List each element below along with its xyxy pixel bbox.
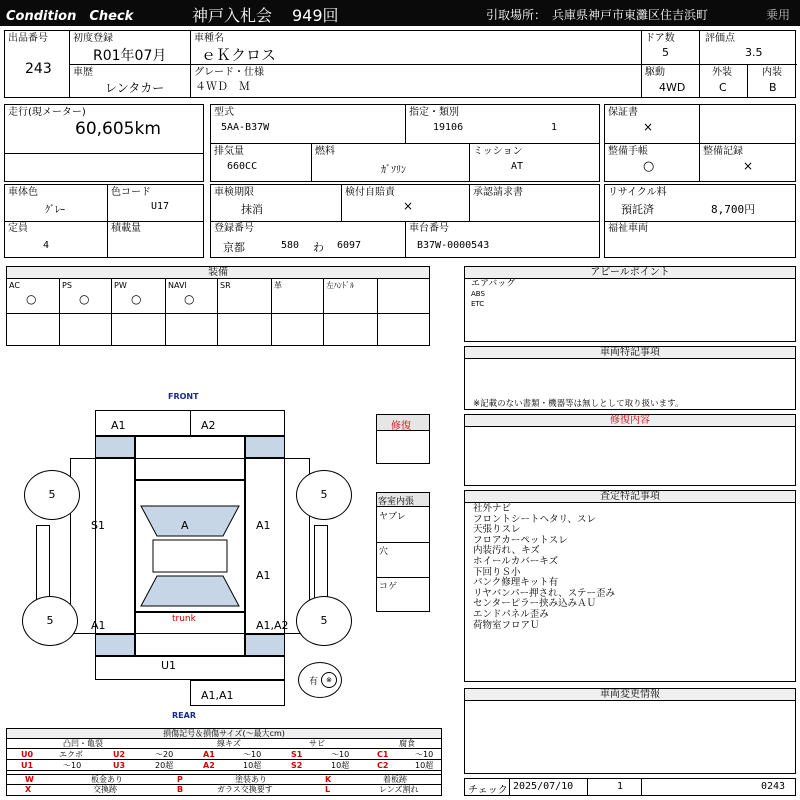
check-no: 0243 [761, 781, 786, 792]
inspection-block [210, 184, 600, 258]
legend-code: C2 [377, 761, 389, 770]
assessment-line: エンドパネル歪み [473, 608, 549, 620]
tire-rear-right-value: 5 [320, 614, 328, 627]
model-label: 型式 [214, 107, 234, 118]
assessment-line: パンク修理キット有 [473, 577, 559, 589]
history: レンタカー [105, 81, 165, 95]
warranty-block [604, 104, 796, 182]
cabin-item: コゲ [379, 582, 398, 592]
reg-kana: わ [313, 241, 324, 254]
check-count: 1 [617, 781, 624, 792]
service-label: 整備記録 [703, 146, 743, 157]
special-note: ※記載のない書類・機器等は無しとして取り扱います。 [473, 399, 684, 409]
tire-front-left [24, 470, 80, 520]
equipment-table [6, 266, 430, 346]
legend-title: 損傷記号＆損傷サイズ(〜最大cm) [163, 729, 285, 738]
equip-sr-label: SR [220, 281, 231, 290]
legend-code: U3 [113, 761, 126, 770]
recycle-status: 預託済 [621, 203, 654, 216]
legend-desc: 20超 [155, 761, 174, 770]
legend-desc: 塗装あり [235, 775, 267, 784]
equip-ac-value: ○ [26, 292, 37, 306]
mark-right-front-door: A1 [256, 519, 271, 532]
fuel: ｶﾞｿﾘﾝ [381, 165, 406, 176]
score: 3.5 [745, 46, 763, 59]
first-reg-label: 初度登録 [73, 33, 113, 44]
assessment-line: 天張りスレ [473, 524, 521, 536]
cabin-item: 穴 [379, 547, 389, 557]
auction-name: 神戸入札会 [192, 6, 273, 25]
mark-left-front-door: S1 [91, 519, 105, 532]
assessment-line: リヤバンパー押され、ステー歪み [473, 587, 616, 599]
grade-label: グレード・仕様 [194, 67, 264, 78]
legend-col-line: 線キズ [217, 739, 241, 748]
special-title: 車両特記事項 [465, 347, 795, 359]
trunk-label: trunk [172, 614, 196, 624]
appeal-line: エアバッグ [471, 279, 516, 289]
designation: 19106 [433, 122, 464, 133]
spare-tire-icon: ⊗ [321, 672, 337, 688]
tire-front-right [296, 470, 352, 520]
lot-no-label: 出品番号 [8, 33, 48, 44]
inspection-label: 車検期限 [214, 187, 254, 198]
rear-windshield [141, 576, 239, 606]
assessment-line: 荷物室フロアＵ [473, 619, 540, 631]
roof-panel [153, 540, 227, 572]
mission-label: ミッション [473, 146, 523, 157]
model: 5AA-B37W [221, 122, 270, 133]
service: × [743, 159, 754, 173]
displacement: 660CC [227, 161, 258, 172]
auction-lot: 949回 [292, 6, 339, 25]
fuel-label: 燃料 [315, 146, 335, 157]
mark-rear-top: U1 [161, 659, 177, 672]
repair-content-title: 修復内容 [465, 415, 795, 427]
legend-desc: 〜10 [243, 750, 262, 759]
legend-code: S1 [291, 750, 303, 759]
mark-rear-bottom: A1,A1 [201, 689, 234, 702]
interior: B [769, 81, 777, 94]
legend-desc: 〜20 [155, 750, 174, 759]
designation-label: 指定・類別 [409, 107, 459, 118]
special-notes-panel [464, 346, 796, 410]
equip-ps-value: ○ [79, 292, 90, 306]
assessment-line: 社外ナビ [473, 503, 512, 514]
score-label: 評価点 [705, 33, 735, 44]
legend-code: S2 [291, 761, 303, 770]
recycle-fee: 8,700円 [711, 203, 756, 216]
legend-code: K [325, 775, 332, 784]
legend-desc: 板金あり [91, 775, 123, 784]
tire-front-right-value: 5 [320, 488, 328, 501]
mileage: 60,605km [75, 119, 161, 139]
equipment-title: 装備 [7, 267, 429, 279]
car-name: ｅＫクロス [201, 46, 277, 64]
change-info-panel [464, 688, 796, 774]
left-side-strip [36, 525, 50, 605]
cabin-title: 客室内張 [378, 497, 415, 507]
manual-label: 整備手帳 [608, 146, 648, 157]
mark-roof: A [181, 519, 189, 532]
legend-code: A2 [203, 761, 215, 770]
appeal-line: ETC [471, 300, 485, 308]
load-label: 積載量 [111, 223, 141, 234]
assessment-line: フロントシートヘタリ、スレ [473, 513, 597, 525]
front-label: FRONT [168, 392, 199, 401]
doors: 5 [662, 46, 669, 59]
reg-num: 6097 [337, 240, 362, 251]
warranty: × [643, 120, 654, 134]
legend-code: X [25, 785, 32, 794]
category-no: 1 [551, 122, 558, 133]
grade: ４ＷＤ Ｍ [195, 80, 250, 93]
recycle-block [604, 184, 796, 258]
car-diagram [0, 380, 440, 725]
change-info-title: 車両変更情報 [465, 689, 795, 701]
legend-desc: 10超 [243, 761, 262, 770]
chassis-label: 車台番号 [409, 223, 449, 234]
exterior: C [719, 81, 727, 94]
drive: 4WD [659, 81, 686, 94]
mark-front-left: A1 [111, 419, 126, 432]
legend-col-corr: 腐食 [399, 739, 415, 748]
legend-code: L [325, 785, 331, 794]
color-code: U17 [151, 201, 170, 212]
check-footer [464, 778, 796, 796]
legend-col-rust: サビ [309, 739, 325, 748]
right-side-strip [314, 525, 328, 605]
repair-mark-box [376, 414, 430, 464]
reg-class: 580 [281, 240, 300, 251]
pickup-location: 兵庫県神戸市東灘区住吉浜町 [552, 8, 709, 22]
capacity-label: 定員 [8, 223, 28, 234]
color: ｸﾞﾚｰ [45, 205, 65, 216]
front-windshield [141, 506, 239, 536]
equip-pw-value: ○ [131, 292, 142, 306]
equip-ps-label: PS [62, 281, 72, 290]
manual: ○ [643, 159, 655, 174]
legend-desc: 着板跡 [383, 775, 407, 784]
legend-code: U2 [113, 750, 126, 759]
lot-no: 243 [25, 61, 52, 77]
vehicle-info-block [4, 30, 796, 98]
cabin-lining-box [376, 492, 430, 612]
spare-tire [298, 662, 342, 698]
exterior-label: 外装 [712, 67, 732, 78]
legend-code: U1 [21, 761, 34, 770]
tire-front-left-value: 5 [48, 488, 56, 501]
equip-ac-label: AC [9, 281, 20, 290]
color-code-label: 色コード [111, 187, 151, 198]
windshield-svg [135, 500, 245, 610]
cabin-item: ヤブレ [379, 512, 406, 522]
assessment-panel [464, 490, 796, 682]
drive-label: 駆動 [645, 67, 665, 78]
mark-right-rear: A1,A2 [256, 619, 289, 632]
legend-desc: レンズ割れ [379, 785, 419, 794]
tire-rear-right [296, 596, 352, 646]
equip-lhd-label: 左ﾊﾝﾄﾞﾙ [326, 281, 354, 290]
model-block [210, 104, 600, 182]
color-label: 車体色 [8, 187, 38, 198]
mileage-block [4, 104, 204, 182]
equip-leather-label: 革 [274, 281, 282, 290]
legend-desc: ガラス交換要す [217, 785, 273, 794]
equip-navi-value: ○ [184, 292, 195, 306]
equip-pw-label: PW [114, 281, 127, 290]
chassis: B37W-0000543 [417, 240, 490, 251]
insurance: × [403, 199, 414, 213]
legend-desc: 10超 [331, 761, 350, 770]
check-date: 2025/07/10 [513, 781, 574, 792]
rear-label: REAR [172, 711, 196, 720]
interior-label: 内装 [762, 67, 782, 78]
history-label: 車歴 [73, 67, 93, 78]
mark-right-rear-door: A1 [256, 569, 271, 582]
recycle-label: リサイクル料 [608, 187, 667, 198]
car-name-label: 車種名 [194, 33, 224, 44]
tire-rear-left [22, 596, 78, 646]
header-bar [0, 0, 800, 26]
repair-mark-title: 修復 [391, 421, 411, 432]
pickup-label: 引取場所： [486, 8, 547, 22]
legend-code: B [177, 785, 184, 794]
warranty-label: 保証書 [608, 107, 638, 118]
welfare-label: 福祉車両 [608, 223, 648, 234]
mark-front-right: A2 [201, 419, 216, 432]
spare-tire-value: 有 [309, 677, 319, 687]
vehicle-category: 乗用 [766, 8, 791, 22]
damage-legend [6, 728, 442, 796]
brand-title: Condition Check [6, 9, 134, 24]
legend-desc: 10超 [415, 761, 434, 770]
color-block [4, 184, 204, 258]
legend-desc: 〜10 [63, 761, 82, 770]
displacement-label: 排気量 [214, 146, 244, 157]
mileage-label: 走行(現メーター) [8, 107, 86, 118]
mark-left-rear: A1 [91, 619, 106, 632]
assessment-line: フロアカーペットスレ [473, 534, 568, 546]
appeal-panel [464, 266, 796, 342]
assessment-line: センターピラー挟み込みＡＵ [473, 598, 597, 610]
legend-col-dent: 凸凹・亀裂 [63, 739, 103, 748]
check-label: チェック [468, 785, 508, 796]
mission: AT [511, 161, 524, 172]
legend-desc: 交換跡 [93, 785, 117, 794]
reg-no-label: 登録番号 [214, 223, 254, 234]
legend-desc: 〜10 [331, 750, 350, 759]
legend-desc: 〜10 [415, 750, 434, 759]
capacity: 4 [43, 240, 50, 251]
appeal-line: ABS [471, 290, 485, 298]
first-reg: R01年07月 [93, 48, 167, 64]
legend-code: C1 [377, 750, 389, 759]
legend-desc: エクボ [59, 750, 83, 759]
assessment-line: 内装汚れ、キズ [473, 545, 540, 557]
legend-code: P [177, 775, 183, 784]
assessment-title: 査定特記事項 [465, 491, 795, 503]
tire-rear-left-value: 5 [46, 614, 54, 627]
assessment-line: 下回りＳ小 [473, 566, 521, 578]
doors-label: ドア数 [645, 33, 675, 44]
repair-content-panel [464, 414, 796, 486]
assessment-line: ホイールカバーキズ [473, 555, 559, 567]
legend-code: A1 [203, 750, 215, 759]
equip-navi-label: NAVI [168, 281, 187, 290]
inspection: 抹消 [241, 203, 263, 216]
insurance-label: 検付自賠責 [345, 187, 395, 198]
appeal-title: アピールポイント [465, 267, 795, 279]
reg-pref: 京都 [223, 241, 245, 254]
legend-code: U0 [21, 750, 34, 759]
approval-label: 承認請求書 [473, 187, 523, 198]
legend-code: W [25, 775, 34, 784]
